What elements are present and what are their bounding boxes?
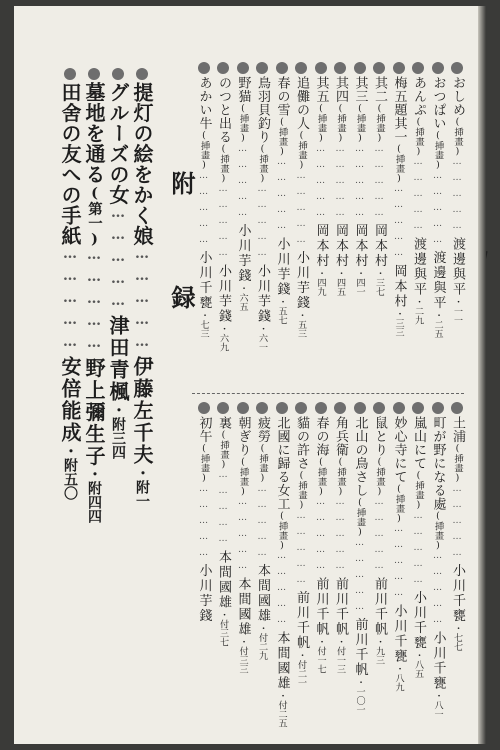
entry-subtitle: (挿畫) [354,497,366,538]
entry-subtitle: (挿畫) [413,116,424,158]
bullet-circle-icon [354,62,366,74]
entry-author: 小川芋錢 [255,264,270,325]
entry-title: 土浦 [450,416,465,443]
bullet-circle-icon [451,402,463,414]
entry-author: 小川芋錢 [294,250,309,311]
entry-author: 小川芋錢 [216,264,231,325]
bullet-circle-icon [412,402,424,414]
leader-dots: …………… [296,510,306,591]
entry-page-number: ・七七 [452,623,462,652]
toc-entry [255,62,269,388]
leader-dots: …………… [198,483,209,564]
entry-page-number: ・付三七 [218,610,228,647]
bullet-circle-icon [88,68,100,80]
toc-entry [216,402,230,728]
entry-title: 北山の鳥さし [352,416,368,497]
toc-entry [372,402,386,728]
entry-title: 田舍の友への手紙 [58,82,82,246]
leader-dots: …………… [276,157,287,238]
entry-author: 津田青楓 [106,315,130,403]
entry-page-number: ・六五 [237,283,248,312]
bullet-circle-icon [276,62,288,74]
entry-subtitle: (挿畫) [198,443,210,484]
toc-entry [431,62,445,388]
bullet-circle-icon [276,402,288,414]
toc-entry [294,402,308,728]
leader-dots: …………… [354,537,365,618]
entry-author: 前川千帆 [352,617,368,678]
leader-dots: …………… [134,246,150,356]
entry-subtitle: (挿畫) [276,510,288,552]
dashed-divider [192,393,464,394]
toc-entry [84,68,104,738]
entry-page-number: ・五七 [276,297,287,325]
leader-dots: …………… [393,524,404,605]
bullet-circle-icon [412,62,424,74]
entry-title: 角兵衛 [333,416,348,457]
leader-dots: …………… [237,497,248,578]
entry-subtitle: (挿畫) [374,456,385,498]
entry-title: 北國に歸る女工 [274,416,290,511]
leader-dots: …………… [335,143,345,224]
entry-subtitle: (挿畫) [218,429,229,471]
leader-dots: …………… [335,497,345,578]
toc-entry [450,402,464,728]
leader-dots: …………… [198,170,209,251]
bullet-circle-icon [432,402,444,414]
entry-page-number: ・付三三 [237,637,248,674]
toc-entry [275,402,289,728]
bullet-circle-icon [393,402,405,414]
entry-author: 本間國雄 [216,550,231,611]
entry-subtitle: (挿畫) [198,130,210,171]
bullet-circle-icon [198,402,210,414]
book-page [14,6,480,744]
entry-author: 小川千甕 [391,604,407,665]
entry-page-number: ・二五 [432,310,443,339]
bullet-circle-icon [217,62,229,74]
leader-dots: …………… [354,143,365,224]
entry-subtitle: (挿畫) [296,470,307,511]
entry-subtitle: (挿畫) [432,510,444,552]
entry-subtitle: (挿畫) [237,103,249,144]
bullet-circle-icon [217,402,229,414]
margin-mark [482,251,487,267]
toc-entry [197,62,211,388]
entry-page-number: ・付一三 [335,637,345,674]
bullet-circle-icon [136,68,148,80]
bullet-circle-icon [315,402,327,414]
bullet-circle-icon [64,68,76,80]
toc-entry [236,402,250,728]
entry-subtitle: (挿畫) [452,443,463,484]
entry-page-number: ・四一 [354,268,365,297]
entry-title: 裏 [216,416,231,430]
entry-page-number: ・五三 [296,310,306,339]
entry-page-number: ・一〇一 [354,677,365,715]
entry-title: 其四 [333,76,348,103]
entry-page-number: ・六九 [218,324,228,352]
entry-subtitle: (挿畫) [413,470,424,511]
entry-author: 本間國雄 [274,631,290,692]
toc-entry [236,62,250,388]
entry-subtitle: (挿畫) [354,103,366,144]
bullet-circle-icon [451,62,463,74]
entry-title: 疲勞 [255,416,270,443]
bullet-circle-icon [432,62,444,74]
bullet-circle-icon [354,402,366,414]
toc-entry [216,62,230,388]
toc-entry [411,62,425,388]
leader-dots: …………… [315,143,326,224]
entry-subtitle: (挿畫) [432,130,444,171]
entry-author: 小川千甕 [430,631,446,692]
entry-title: 春の雪 [274,76,290,117]
leader-dots: …………… [86,247,102,358]
entry-author: 前川千帆 [333,577,348,638]
entry-title: おしめ [450,76,465,117]
entry-title: 追儺の人 [294,76,309,130]
entry-subtitle: (挿畫) [296,130,307,171]
entry-subtitle: (挿畫) [374,103,385,144]
bullet-circle-icon [112,68,124,80]
entry-title: 梅五題其一 [391,76,407,144]
entry-title: 提灯の絵をかく娘 [130,82,154,246]
entry-author: 小川千甕 [450,563,465,624]
leader-dots: …………… [432,170,443,251]
entry-title: 鳥羽貝釣り [255,76,270,144]
entry-author: 渡邊與平 [450,237,465,298]
entry-page-number: ・八五 [413,650,423,679]
toc-entry [431,402,445,728]
entry-author: 岡本村 [391,264,407,310]
entry-title: 町が野になる處 [430,416,446,511]
toc-entry [450,62,464,388]
leader-dots: …………… [276,551,287,632]
entry-title: 初午 [196,416,212,443]
toc-entry [132,68,152,738]
entry-page-number: ・附五〇 [62,444,78,500]
toc-entry [392,62,406,388]
toc-entry [353,402,367,728]
bullet-circle-icon [334,402,346,414]
leader-dots: …………… [257,483,267,564]
entry-title: 嵐山にて [411,416,426,470]
entry-subtitle: (挿畫) [393,483,405,525]
toc-entry [108,68,128,738]
entry-title: 春の海 [313,416,329,457]
entry-title: 鼠とり [372,416,387,457]
entry-subtitle: (挿畫) [335,103,346,144]
leader-dots: …………… [110,205,126,315]
entry-author: 渡邊與平 [411,237,426,298]
toc-entry [333,402,347,728]
bullet-circle-icon [198,62,210,74]
entry-author: 前川千帆 [372,577,387,638]
entry-author: 小川芋錢 [196,563,212,624]
toc-entry [197,402,211,728]
bullet-circle-icon [393,62,405,74]
entry-author: 小川芋錢 [274,237,290,298]
bullet-circle-icon [237,62,249,74]
entry-page-number: ・附四四 [86,467,102,524]
toc-entry [255,402,269,728]
entry-page-number: ・四五 [335,268,345,297]
entry-page-number: ・付二一 [296,650,306,688]
toc-entry [294,62,308,388]
leader-dots: …………… [432,551,443,632]
entry-title: 其三 [352,76,368,103]
bullet-circle-icon [237,402,249,414]
entry-subtitle: (挿畫) [452,116,463,158]
leader-dots: …………… [393,184,404,265]
entry-subtitle: (挿畫) [335,456,346,498]
entry-author: 岡本村 [352,223,368,269]
bullet-circle-icon [295,62,307,74]
entry-title: あかい牛 [196,76,212,130]
leader-dots: …………… [452,157,462,238]
entry-title: 墓地を通る [82,82,106,185]
bullet-circle-icon [373,62,385,74]
bullet-circle-icon [256,402,268,414]
entry-title: 其五 [313,76,329,103]
entry-author: 野上彌生子 [82,357,106,468]
leader-dots: …………… [218,184,228,265]
entry-author: 小川千甕 [196,250,212,311]
entry-page-number: ・九三 [374,637,384,665]
entry-title: おつぱい [430,76,446,130]
entry-author: 伊藤左千夫 [130,356,154,466]
leader-dots: …………… [413,510,423,591]
toc-entry [314,62,328,388]
leader-dots: …………… [315,497,326,578]
entry-page-number: ・三三 [393,309,404,337]
entry-page-number: ・一一 [452,297,462,325]
leader-dots: …………… [452,483,462,564]
leader-dots: …………… [374,143,384,224]
section-title: 附録 [167,171,196,399]
entry-subtitle: (挿畫) [257,443,268,484]
bullet-circle-icon [373,402,385,414]
entry-author: 岡本村 [372,223,387,269]
entry-author: 岡本村 [333,223,348,269]
leader-dots: …………… [218,470,228,551]
entry-page-number: ・七三 [198,310,209,339]
entry-page-number: ・八九 [393,664,404,692]
bullet-circle-icon [315,62,327,74]
bullet-circle-icon [295,402,307,414]
entry-title: 朝ぎり [235,416,251,457]
leader-dots: …………… [413,157,423,238]
leader-dots: …………… [62,246,78,356]
entry-page-number: ・四九 [315,268,326,297]
entry-author: 岡本村 [313,223,329,269]
entry-page-number: ・二九 [413,297,423,325]
toc-entry [372,62,386,388]
entry-subtitle: (挿畫) [315,456,327,498]
entry-title: 貓の許さ [294,416,309,470]
entry-page-number: ・付一七 [315,637,326,674]
toc-entry [353,62,367,388]
toc-entry [333,62,347,388]
entry-author: 前川千帆 [313,577,329,638]
entry-subtitle: (挿畫) [393,143,405,185]
entry-subtitle: (挿畫) [237,456,249,498]
entry-author: 前川千帆 [294,590,309,651]
toc-entry [392,402,406,728]
entry-title: 野猫 [235,76,251,103]
entry-page-number: ・三七 [374,268,384,297]
entry-title: あんぷ [411,76,426,117]
entry-page-number: ・六一 [257,324,267,352]
leader-dots: …………… [374,497,384,578]
toc-entry [275,62,289,388]
toc-entry [314,402,328,728]
entry-page-number: ・八一 [432,691,443,719]
entry-page-number: ・付二九 [257,623,267,661]
entry-title: のつと出る [216,76,231,144]
toc-entry [411,402,425,728]
entry-author: 安倍能成 [58,356,82,444]
entry-author: 小川芋錢 [235,223,251,284]
entry-title: 其二 [372,76,387,103]
entry-subtitle: (挿畫) [218,143,229,185]
entry-author: 小川千甕 [411,590,426,651]
entry-title: 妙心寺にて [391,416,407,484]
entry-title: グルーズの女 [106,82,130,205]
bullet-circle-icon [334,62,346,74]
entry-subtitle: (挿畫) [276,116,288,158]
entry-author: 本間國雄 [235,577,251,638]
leader-dots: …………… [257,184,267,265]
entry-page-number: ・附三四 [110,403,126,459]
toc-entry [60,68,80,738]
entry-subtitle: (挿畫) [315,103,327,144]
entry-author: 渡邊與平 [430,250,446,311]
entry-subtitle: (第一) [86,184,103,248]
entry-author: 本間國雄 [255,563,270,624]
entry-page-number: ・附一 [134,466,150,508]
entry-subtitle: (挿畫) [257,143,268,185]
leader-dots: …………… [296,170,306,251]
bullet-circle-icon [256,62,268,74]
entry-page-number: ・付二五 [276,691,287,728]
leader-dots: …………… [237,143,248,224]
